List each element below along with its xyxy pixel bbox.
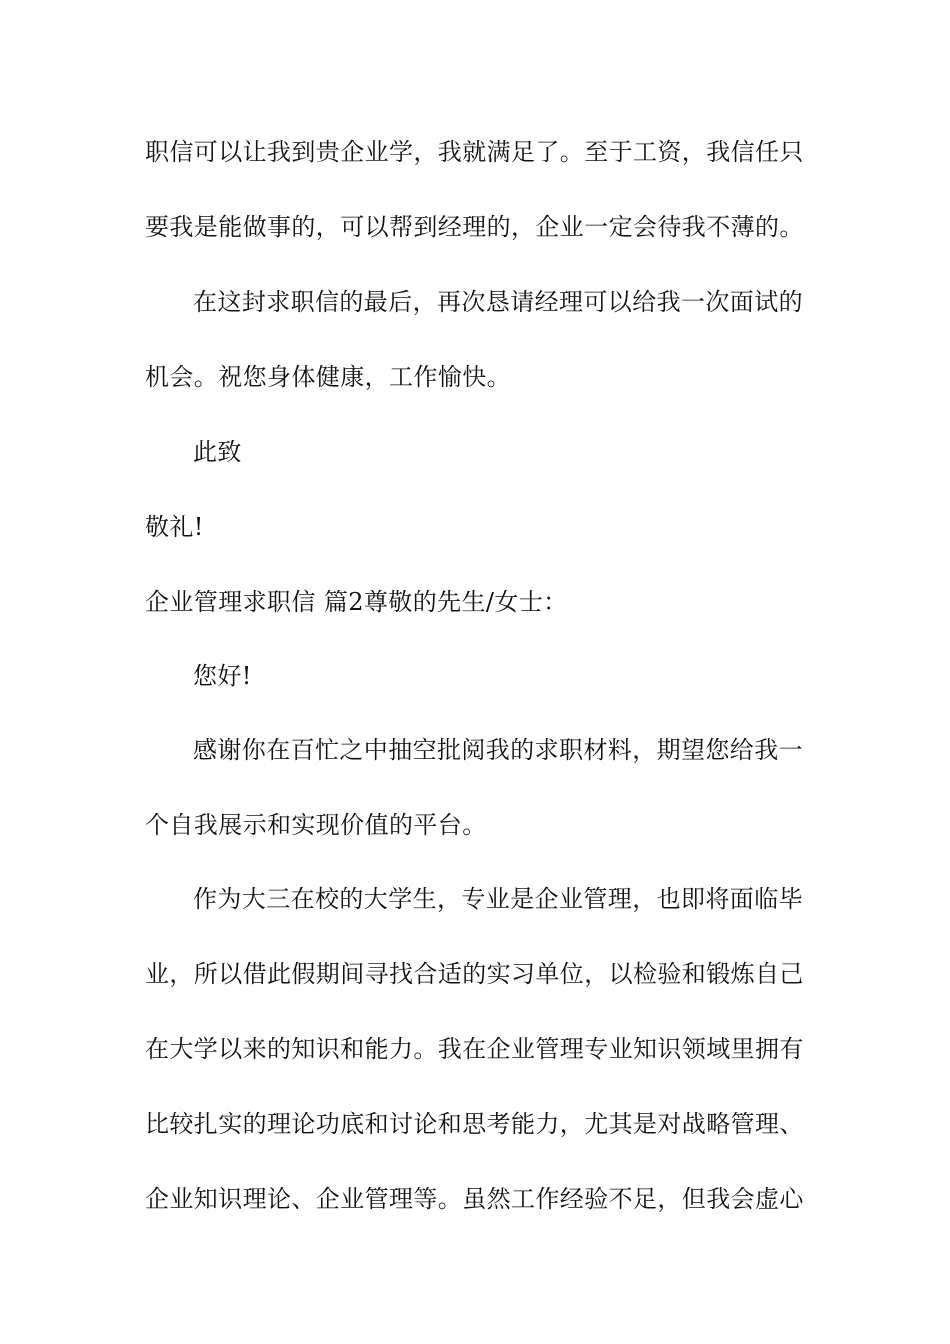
body-text-line: 要我是能做事的，可以帮到经理的，企业一定会待我不薄的。	[145, 213, 804, 241]
body-text-line: 比较扎实的理论功底和讨论和思考能力，尤其是对战略管理、	[145, 1110, 804, 1138]
body-text-line: 职信可以让我到贵企业学，我就满足了。至于工资，我信任只	[145, 138, 804, 166]
body-text-line: 机会。祝您身体健康，工作愉快。	[145, 363, 511, 391]
closing-regards: 敬礼!	[145, 513, 204, 541]
paragraph-first-line: 作为大三在校的大学生，专业是企业管理，也即将面临毕	[193, 885, 803, 913]
body-text-line: 企业知识理论、企业管理等。虽然工作经验不足，但我会虚心	[145, 1185, 804, 1213]
paragraph-first-line: 感谢你在百忙之中抽空批阅我的求职材料，期望您给我一	[193, 736, 803, 764]
body-text-line: 在大学以来的知识和能力。我在企业管理专业知识领域里拥有	[145, 1035, 804, 1063]
closing-salutation: 此致	[193, 438, 242, 466]
body-text-line: 个自我展示和实现价值的平台。	[145, 811, 487, 839]
section-heading: 企业管理求职信 篇2尊敬的先生/女士：	[145, 588, 568, 616]
paragraph-first-line: 在这封求职信的最后，再次恳请经理可以给我一次面试的	[193, 288, 803, 316]
body-text-line: 业，所以借此假期间寻找合适的实习单位，以检验和锻炼自己	[145, 960, 804, 988]
greeting: 您好!	[193, 662, 252, 690]
